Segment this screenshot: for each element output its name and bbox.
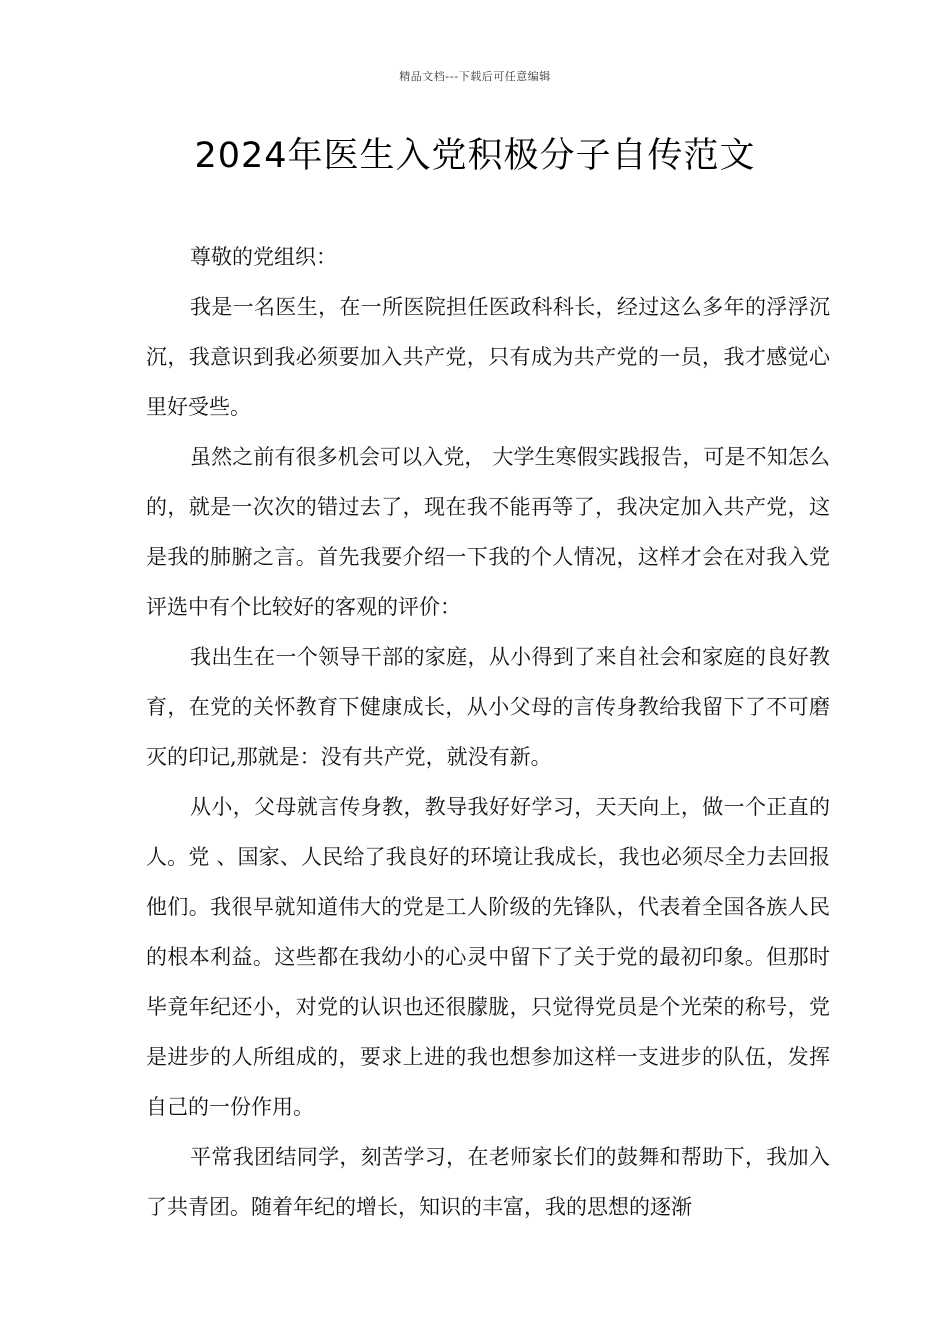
document-body (146, 232, 830, 1232)
paragraph: 从小，父母就言传身教，教导我好好学习，天天向上，做一个正直的人。党 、国家、人民给了我良好的环境让我成长，我也必须尽全力去回报他们。我很早就知道伟大的党是工人阶级的先锋队，代表着全国各族人民的根本利益。这些都在我幼小的心灵中留下了关于党的最初印象。但那时毕竟年纪还小，对党的认识也还很朦胧，只觉得党员是个光荣的称号，党是进步的人所组成的，要求上进的我也想参加这样一支进步的队伍，发挥自己的一份作用。 (146, 795, 830, 1119)
header-note: 精品文档---下载后可任意编辑 (399, 70, 551, 83)
paragraph: 平常我团结同学，刻苦学习，在老师家长们的鼓舞和帮助下，我加入了共青团。随着年纪的增长，知识的丰富，我的思想的逐渐 (146, 1145, 830, 1219)
paragraph: 我是一名医生，在一所医院担任医政科科长，经过这么多年的浮浮沉沉，我意识到我必须要加入共产党，只有成为共产党的一员，我才感觉心里好受些。 (146, 295, 830, 419)
salutation: 尊敬的党组织： (190, 245, 337, 269)
document-title: 2024年医生入党积极分子自传范文 (194, 136, 756, 176)
paragraph: 虽然之前有很多机会可以入党， 大学生寒假实践报告，可是不知怎么的，就是一次次的错过去了，现在我不能再等了，我决定加入共产党，这是我的肺腑之言。首先我要介绍一下我的个人情况，这样才会在对我入党评选中有个比较好的客观的评价： (146, 445, 830, 619)
paragraph: 我出生在一个领导干部的家庭，从小得到了来自社会和家庭的良好教育，在党的关怀教育下健康成长，从小父母的言传身教给我留下了不可磨灭的印记,那就是：没有共产党，就没有新。 (146, 645, 830, 769)
